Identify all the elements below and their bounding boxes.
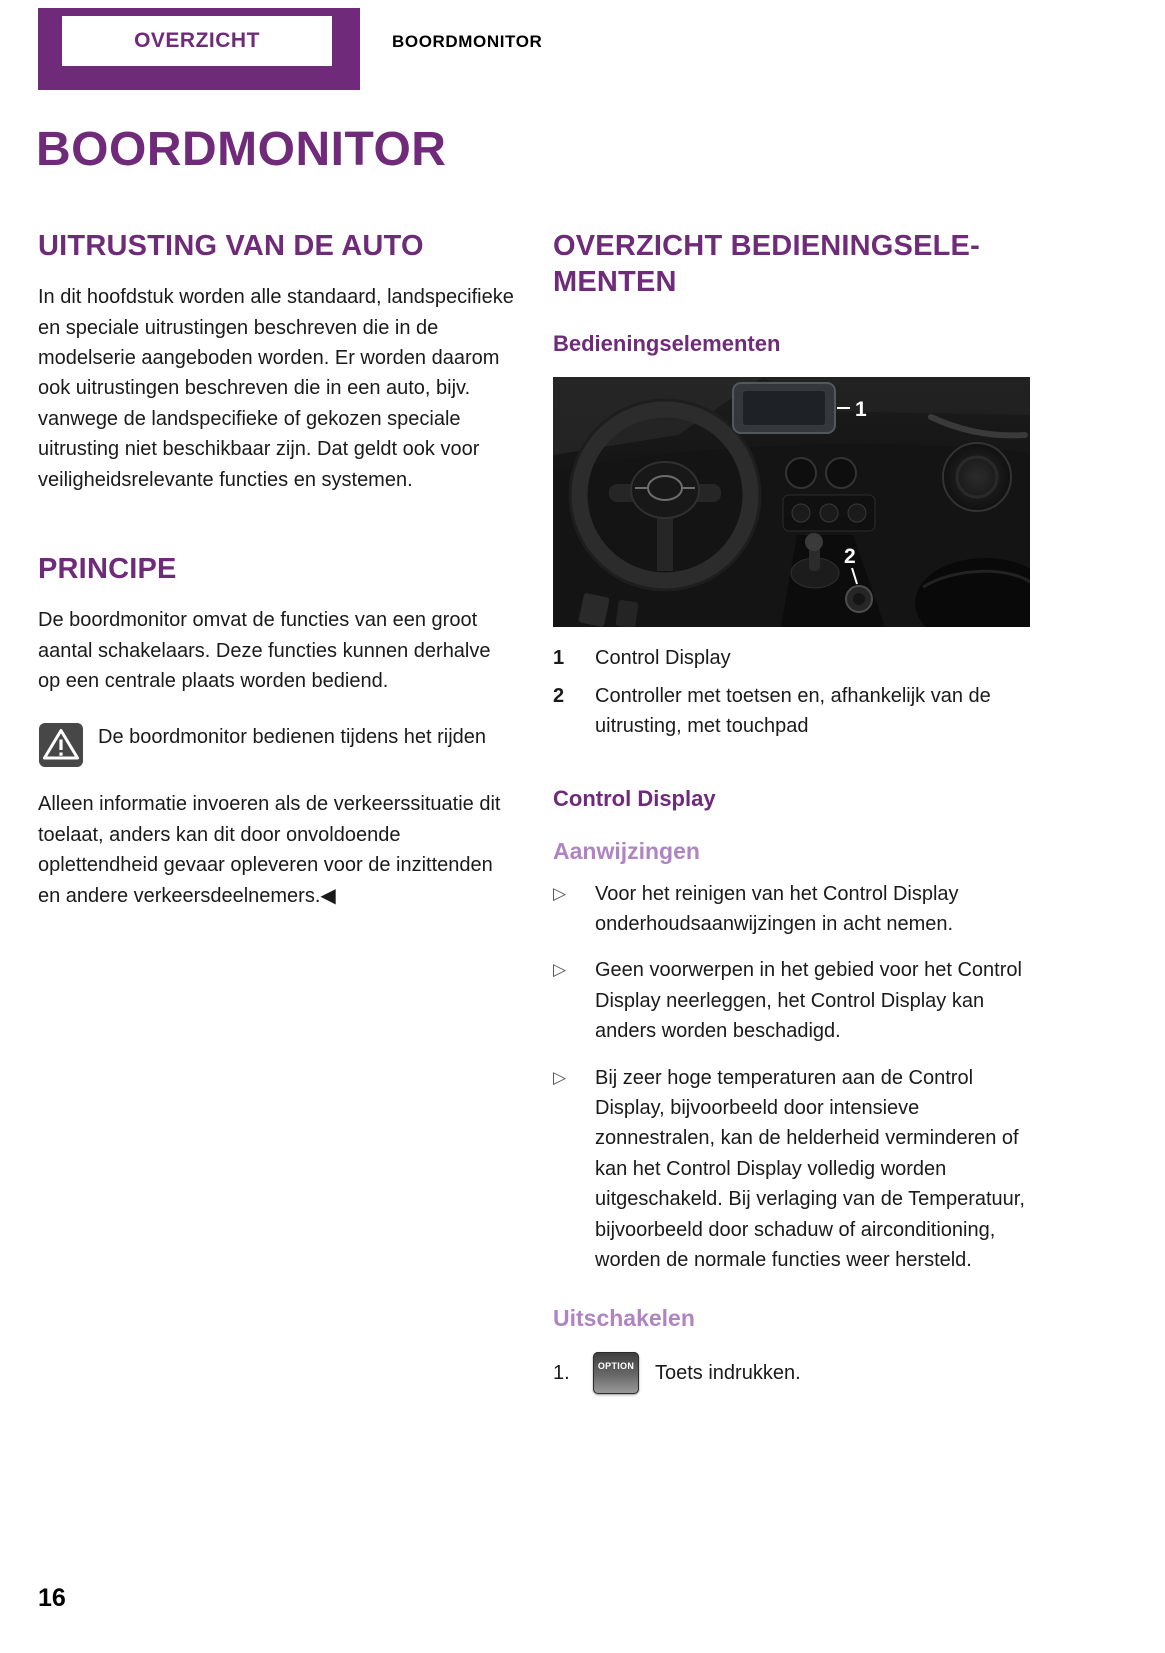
page-title: BOORDMONITOR [36,123,447,176]
minor-heading-uitschakelen: Uitschakelen [553,1305,695,1332]
dashboard-photo [553,377,1030,627]
dashboard-figure [553,377,1030,627]
figure-legend [553,643,1030,742]
warning-text: De boordmonitor bedienen tijdens het rijden [98,726,487,749]
paragraph-principe: De boordmonitor omvat de functies van een groot aantal schakelaars. Deze functies kunnen derhalve op een centrale plaats worden bediend. [38,609,491,693]
right-column [553,228,1030,1394]
minor-heading-aanwijzingen: Aanwijzingen [553,837,700,864]
triangle-bullet-icon: ▷ [553,883,567,903]
legend-number: 2 [553,684,565,707]
legend-item [553,643,1030,673]
option-button-icon [593,1352,639,1394]
list-item-text: Bij zeer hoge temperaturen aan de Control Display, bijvoorbeeld door intensieve zonnestralen, kan de helderheid verminderen of kan het Control Display volledig worden uitgeschakeld. Bij verlaging van de Temperatuur, bijvoorbeeld door schaduw of airconditioning, worden de normale functies weer hersteld. [595,1066,1025,1271]
left-column [38,228,515,911]
section-heading-overzicht-bediening: OVERZICHT BEDIENINGSELE-MENTEN [553,230,980,299]
paragraph-verkeer: Alleen informatie invoeren als de verkeerssituatie dit toelaat, anders kan dit door onvoldoende oplettendheid gevaar opleveren voor de inzittenden en andere verkeersdeelnemers.◀ [38,793,501,907]
list-item-text: Geen voorwerpen in het gebied voor het Control Display neerleggen, het Control Display kan anders worden beschadigd. [595,959,1022,1043]
triangle-bullet-icon: ▷ [553,1067,567,1087]
chapter-tab [62,16,332,66]
warning-note [38,722,515,773]
legend-text: Control Display [595,646,731,669]
legend-item [553,681,1030,742]
section-heading-principe: PRINCIPE [38,552,177,585]
legend-text: Controller met toetsen en, afhankelijk van de uitrusting, met touchpad [595,684,991,738]
sub-heading-control-display: Control Display [553,785,716,811]
list-item [553,1063,1030,1276]
option-button-label: OPTION [597,1361,635,1372]
step-text: Toets indrukken. [655,1361,801,1384]
running-chapter-label: BOORDMONITOR [392,32,543,51]
sub-heading-bedieningselementen: Bedieningselementen [553,330,781,356]
figure-callout-2: 2 [844,544,856,568]
triangle-bullet-icon: ▷ [553,960,567,980]
warning-icon [38,722,84,773]
legend-number: 1 [553,646,565,669]
list-item [553,955,1030,1046]
section-heading-uitrusting: UITRUSTING VAN DE AUTO [38,230,424,262]
paragraph-uitrusting: In dit hoofdstuk worden alle standaard, landspecifieke en speciale uitrustingen beschreven die in de modelserie aangeboden worden. Er worden daarom ook uitrustingen beschreven die in een auto, bijv. vanwege de landspecifieke of gekozen speciale uitrusting niet beschikbaar zijn. Dat geldt ook voor veiligheidsrelevante functies en systemen. [38,286,514,491]
figure-callout-1: 1 [855,397,867,421]
step-number: 1. [553,1361,570,1384]
chapter-tab-label: OVERZICHT [134,29,260,52]
chapter-header-bar [38,8,360,90]
step-item [553,1352,1030,1394]
list-item-text: Voor het reinigen van het Control Display onderhoudsaanwijzingen in acht nemen. [595,882,959,936]
hint-list [553,879,1030,1276]
page-number: 16 [38,1584,66,1612]
list-item [553,879,1030,940]
